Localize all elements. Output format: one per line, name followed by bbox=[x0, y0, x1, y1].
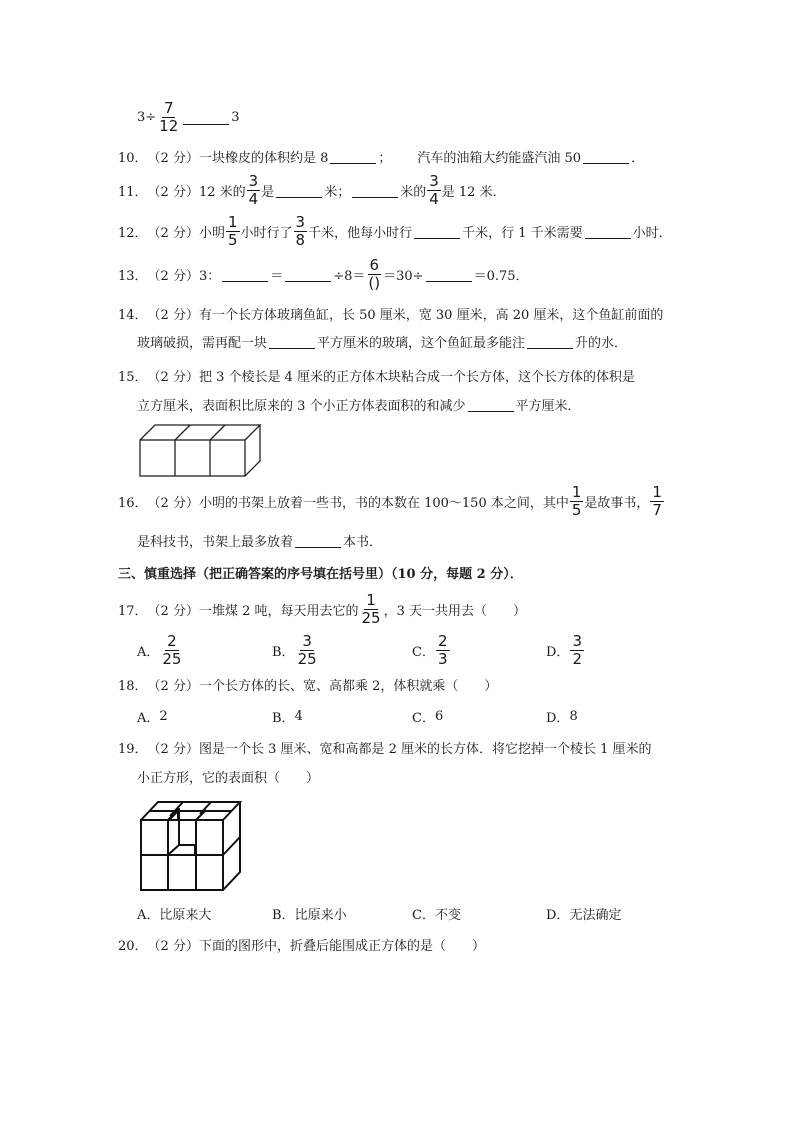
q9-prefix: 3÷ bbox=[137, 110, 157, 125]
fraction: $\frac{1}{5}$ bbox=[227, 213, 238, 249]
fraction: $\frac{1}{5}$ bbox=[571, 483, 582, 519]
question-text: 本书． bbox=[343, 535, 383, 550]
question-text: 是 bbox=[261, 185, 275, 200]
fraction: $\frac{3}{4}$ bbox=[248, 172, 259, 208]
answer-blank[interactable] bbox=[285, 267, 331, 282]
question-text: 小时． bbox=[632, 226, 672, 241]
question-number: 10． bbox=[118, 151, 148, 166]
option-text: 6 bbox=[434, 709, 444, 724]
q19-option-a[interactable] bbox=[137, 904, 211, 923]
question-text: ＝30÷ bbox=[383, 269, 424, 284]
answer-blank[interactable] bbox=[585, 224, 631, 239]
question-score: （2 分） bbox=[147, 185, 199, 200]
question-text: 玻璃破损，需再配一块 bbox=[137, 336, 268, 351]
question-18 bbox=[118, 675, 497, 694]
fraction: $\frac{2}{25}$ bbox=[162, 632, 182, 668]
question-text: 米； bbox=[324, 185, 351, 200]
question-number: 20． bbox=[118, 939, 148, 954]
q17-option-b[interactable] bbox=[272, 634, 320, 667]
fraction: $\frac{3}{25}$ bbox=[297, 632, 317, 668]
fraction: $\frac{1}{25}$ bbox=[361, 591, 381, 627]
question-text: 图是一个长 3 厘米、宽和高都是 2 厘米的长方体．将它挖掉一个棱长 1 厘米的 bbox=[198, 742, 652, 757]
question-17 bbox=[118, 593, 526, 626]
question-text: 是故事书， bbox=[584, 496, 650, 511]
question-text: 小时行了 bbox=[240, 226, 293, 241]
option-label: D． bbox=[546, 908, 570, 923]
question-12 bbox=[118, 215, 672, 248]
question-score: （2 分） bbox=[147, 939, 199, 954]
option-text: 比原来小 bbox=[294, 908, 347, 923]
question-number: 13． bbox=[118, 269, 148, 284]
question-text: 千米，行 1 千米需要 bbox=[462, 226, 583, 241]
option-label: C． bbox=[412, 645, 435, 660]
option-label: C． bbox=[412, 711, 435, 726]
q19-option-d[interactable] bbox=[546, 904, 621, 923]
question-text: 3： bbox=[198, 269, 221, 284]
option-label: B． bbox=[272, 711, 295, 726]
question-16-line-2 bbox=[137, 531, 382, 550]
question-score: （2 分） bbox=[147, 370, 199, 385]
question-text: 立方厘米，表面积比原来的 3 个小正方体表面积的和减少 bbox=[137, 399, 466, 414]
question-text: 汽车的油箱大约能盛汽油 50 bbox=[417, 151, 582, 166]
question-score: （2 分） bbox=[147, 151, 199, 166]
option-text: 比原来大 bbox=[159, 908, 212, 923]
question-text: 平方厘米． bbox=[515, 399, 581, 414]
question-score: （2 分） bbox=[147, 269, 199, 284]
option-label: D． bbox=[546, 711, 570, 726]
question-15-line-1 bbox=[118, 366, 635, 385]
question-19-line-2 bbox=[137, 767, 319, 786]
option-label: B． bbox=[272, 645, 295, 660]
answer-blank[interactable] bbox=[468, 397, 514, 412]
option-text: 不变 bbox=[434, 908, 461, 923]
fraction: $\frac{7}{12}$ bbox=[159, 99, 179, 135]
fraction: $\frac{1}{7}$ bbox=[652, 483, 662, 519]
question-text: 小正方形，它的表面积（ ） bbox=[137, 771, 320, 786]
answer-blank[interactable] bbox=[295, 533, 341, 548]
answer-blank[interactable] bbox=[352, 183, 398, 198]
question-text: 下面的图形中，折叠后能围成正方体的是（ ） bbox=[198, 939, 485, 954]
question-text: 一块橡皮的体积约是 8 bbox=[198, 151, 329, 166]
question-text: ，3 天一共用去（ ） bbox=[383, 604, 526, 619]
q18-option-d[interactable] bbox=[546, 707, 578, 726]
option-label: C． bbox=[412, 908, 435, 923]
question-14-line-2 bbox=[137, 332, 627, 351]
fraction: $\frac{3}{4}$ bbox=[429, 172, 439, 208]
question-number: 16． bbox=[118, 496, 148, 511]
q17-option-d[interactable] bbox=[546, 634, 585, 667]
fraction: $\frac{3}{2}$ bbox=[572, 632, 582, 668]
option-label: A． bbox=[137, 711, 160, 726]
question-score: （2 分） bbox=[147, 226, 199, 241]
option-text: 2 bbox=[159, 709, 168, 724]
question-score: （2 分） bbox=[147, 604, 199, 619]
q9-tail bbox=[137, 101, 240, 134]
question-text: ． bbox=[631, 151, 645, 166]
three-cubes-figure bbox=[138, 423, 264, 479]
option-text: 无法确定 bbox=[569, 908, 622, 923]
answer-blank[interactable] bbox=[269, 334, 315, 349]
question-14-line-1 bbox=[118, 304, 663, 323]
question-text: 小明 bbox=[198, 226, 225, 241]
question-score: （2 分） bbox=[147, 679, 199, 694]
option-text: 4 bbox=[294, 709, 303, 724]
fraction: $\frac{2}{3}$ bbox=[437, 632, 448, 668]
question-text: 12 米的 bbox=[198, 185, 246, 200]
question-number: 18． bbox=[118, 679, 148, 694]
q9-suffix: 3 bbox=[231, 110, 240, 125]
question-10 bbox=[118, 147, 644, 166]
question-score: （2 分） bbox=[147, 308, 199, 323]
question-19-line-1 bbox=[118, 738, 652, 757]
question-text: ； bbox=[378, 151, 392, 166]
question-text: 是科技书，书架上最多放着 bbox=[137, 535, 294, 550]
question-text: ＝0.75． bbox=[473, 269, 529, 284]
option-label: B． bbox=[272, 908, 295, 923]
q19-option-b[interactable] bbox=[272, 904, 347, 923]
question-text: ＝ bbox=[270, 269, 284, 284]
answer-blank[interactable] bbox=[426, 267, 472, 282]
option-label: A． bbox=[137, 908, 160, 923]
answer-blank[interactable] bbox=[183, 110, 229, 125]
question-text: 有一个长方体玻璃鱼缸，长 50 厘米，宽 30 厘米，高 20 厘米，这个鱼缸前面的 bbox=[198, 308, 664, 323]
fraction: $\frac{3}{8}$ bbox=[295, 213, 306, 249]
question-text: 升的水． bbox=[575, 336, 628, 351]
q18-option-a[interactable] bbox=[137, 707, 168, 726]
question-number: 15． bbox=[118, 370, 148, 385]
question-number: 14． bbox=[118, 308, 148, 323]
answer-blank[interactable] bbox=[276, 183, 322, 198]
cuboid-with-cutout-figure bbox=[138, 796, 244, 894]
question-text: 一个长方体的长、宽、高都乘 2，体积就乘（ ） bbox=[198, 679, 498, 694]
question-11 bbox=[118, 174, 506, 207]
question-15-line-2 bbox=[137, 395, 581, 414]
question-text: 千米，他每小时行 bbox=[308, 226, 413, 241]
question-text: 小明的书架上放着一些书，书的本数在 100～150 本之间，其中 bbox=[198, 496, 569, 511]
question-13 bbox=[118, 258, 529, 291]
question-20 bbox=[118, 935, 485, 954]
q19-option-c[interactable] bbox=[412, 904, 461, 923]
answer-blank[interactable] bbox=[414, 224, 460, 239]
fraction: $\frac{6}{()}$ bbox=[368, 256, 381, 292]
question-text: 米的 bbox=[400, 185, 427, 200]
q17-option-a[interactable] bbox=[137, 634, 184, 667]
question-text: 一堆煤 2 吨，每天用去它的 bbox=[198, 604, 359, 619]
section-title: 三、慎重选择（把正确答案的序号填在括号里）（10 分，每题 2 分）． bbox=[118, 567, 523, 582]
question-text: ÷8＝ bbox=[333, 269, 366, 284]
question-number: 11． bbox=[118, 185, 148, 200]
question-number: 12． bbox=[118, 226, 148, 241]
question-score: （2 分） bbox=[147, 496, 199, 511]
question-16-line-1 bbox=[118, 485, 665, 518]
question-text: 平方厘米的玻璃，这个鱼缸最多能注 bbox=[317, 336, 526, 351]
option-label: D． bbox=[546, 645, 570, 660]
answer-blank[interactable] bbox=[330, 149, 376, 164]
q18-option-c[interactable] bbox=[412, 707, 443, 726]
q18-option-b[interactable] bbox=[272, 707, 303, 726]
answer-blank[interactable] bbox=[222, 267, 268, 282]
q17-option-c[interactable] bbox=[412, 634, 451, 667]
answer-blank[interactable] bbox=[583, 149, 629, 164]
question-number: 17． bbox=[118, 604, 148, 619]
question-score: （2 分） bbox=[147, 742, 199, 757]
question-text: 把 3 个棱长是 4 厘米的正方体木块粘合成一个长方体，这个长方体的体积是 bbox=[198, 370, 636, 385]
answer-blank[interactable] bbox=[527, 334, 573, 349]
option-label: A． bbox=[137, 645, 160, 660]
option-text: 8 bbox=[569, 709, 578, 724]
question-text: 是 12 米． bbox=[441, 185, 506, 200]
section-3-heading bbox=[118, 563, 523, 582]
question-number: 19． bbox=[118, 742, 148, 757]
